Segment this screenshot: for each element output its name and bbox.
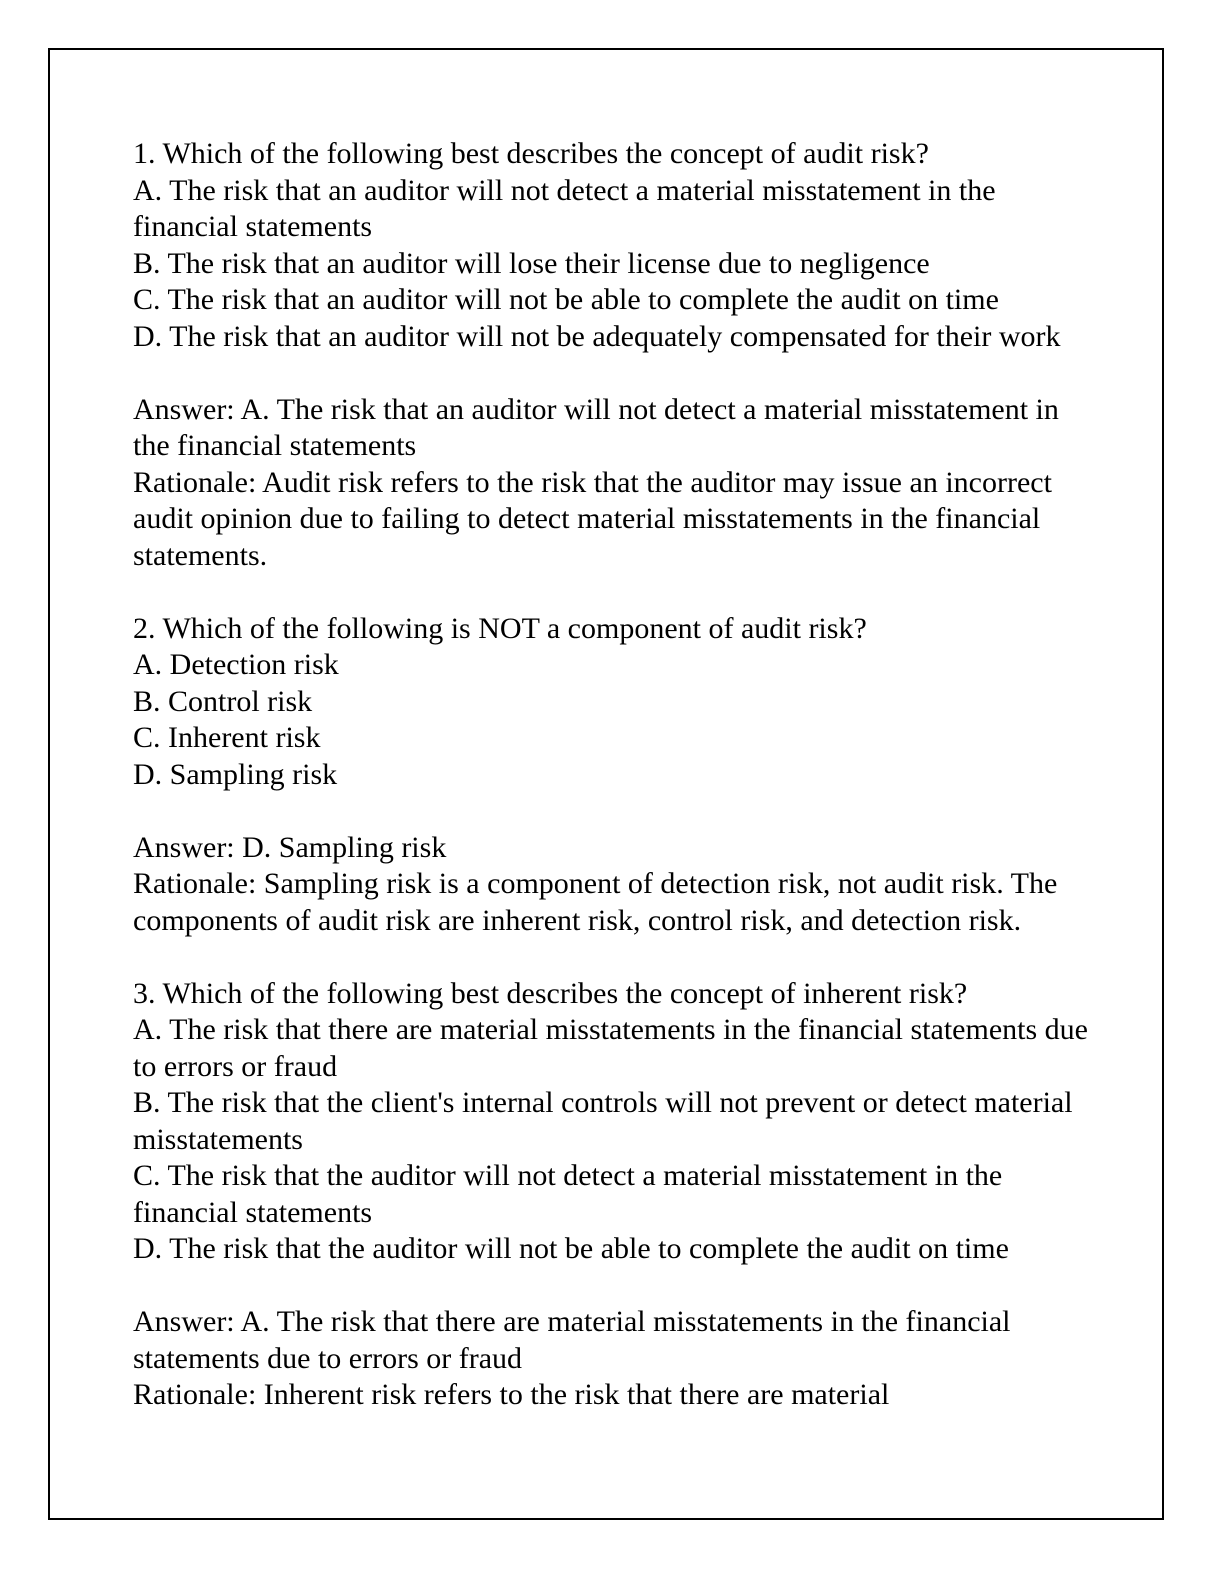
option-c: C. The risk that the auditor will not detect a material misstatement in the financial statements (133, 1159, 1003, 1229)
option-b: B. Control risk (133, 684, 313, 718)
option-b: B. The risk that the client's internal controls will not prevent or detect material misstatements (133, 1086, 1073, 1156)
question-block-2 (133, 611, 1093, 794)
spacer (133, 355, 1093, 392)
option-a: A. Detection risk (133, 648, 339, 681)
question-text: 1. Which of the following best describes the concept of audit risk? (133, 137, 929, 170)
option-d: D. The risk that the auditor will not be able to complete the audit on time (133, 1232, 1009, 1265)
spacer (133, 1268, 1093, 1305)
document-content (133, 136, 1093, 1414)
question-text: 3. Which of the following best describes the concept of inherent risk? (133, 976, 968, 1010)
rationale-text: Rationale: Inherent risk refers to the risk that there are material (133, 1378, 890, 1411)
rationale-text: Rationale: Sampling risk is a component of detection risk, not audit risk. The components of audit risk are inherent risk, control risk, and detection risk. (133, 867, 1058, 937)
answer-text: Answer: A. The risk that an auditor will not detect a material misstatement in the financial statements (133, 392, 1059, 462)
spacer (133, 939, 1093, 976)
question-text: 2. Which of the following is NOT a component of audit risk? (133, 611, 867, 645)
answer-block-3 (133, 1304, 1093, 1414)
spacer (133, 574, 1093, 611)
option-b: B. The risk that an auditor will lose their license due to negligence (133, 246, 930, 280)
question-block-1 (133, 136, 1093, 355)
option-a: A. The risk that there are material misstatements in the financial statements due to errors or fraud (133, 1013, 1088, 1083)
option-d: D. Sampling risk (133, 757, 338, 791)
question-block-3 (133, 976, 1093, 1268)
answer-block-2 (133, 830, 1093, 940)
option-c: C. The risk that an auditor will not be able to complete the audit on time (133, 283, 999, 316)
answer-text: Answer: D. Sampling risk (133, 830, 447, 864)
rationale-text: Rationale: Audit risk refers to the risk that the auditor may issue an incorrect audit opinion due to failing to detect material misstatements in the financial statements. (133, 465, 1052, 572)
option-d: D. The risk that an auditor will not be adequately compensated for their work (133, 319, 1061, 353)
answer-block-1 (133, 392, 1093, 575)
option-a: A. The risk that an auditor will not detect a material misstatement in the financial statements (133, 173, 996, 243)
spacer (133, 793, 1093, 830)
answer-text: Answer: A. The risk that there are material misstatements in the financial statements due to errors or fraud (133, 1305, 1011, 1375)
option-c: C. Inherent risk (133, 721, 321, 754)
